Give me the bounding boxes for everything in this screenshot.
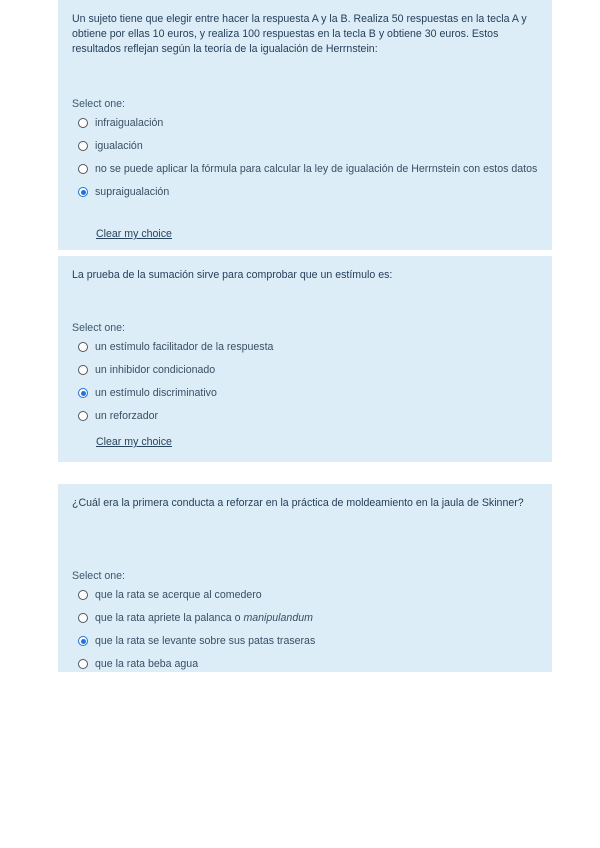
question-text: ¿Cuál era la primera conducta a reforzar en la práctica de moldeamiento en la jaula de Skinner?: [72, 497, 524, 509]
radio-button[interactable]: [78, 141, 88, 151]
radio-button[interactable]: [78, 164, 88, 174]
answer-label: un estímulo discriminativo: [95, 387, 217, 399]
answer-label: un estímulo facilitador de la respuesta: [95, 341, 274, 353]
radio-button[interactable]: [78, 613, 88, 623]
answer-list: [72, 340, 538, 432]
question-text: La prueba de la sumación sirve para comprobar que un estímulo es:: [72, 269, 393, 281]
select-one-label: Select one:: [72, 322, 126, 334]
answer-list: [72, 588, 538, 680]
answer-label: igualación: [95, 140, 143, 152]
answer-label: no se puede aplicar la fórmula para calcular la ley de igualación de Herrnstein con estos datos: [95, 163, 538, 175]
answer-label: que la rata se levante sobre sus patas traseras: [95, 635, 316, 647]
radio-button[interactable]: [78, 365, 88, 375]
question-card-1: [58, 0, 552, 250]
answer-option[interactable]: [72, 386, 538, 401]
select-one-label: Select one:: [72, 98, 126, 110]
radio-button-selected[interactable]: [78, 388, 88, 398]
answer-option[interactable]: [72, 634, 538, 649]
answer-label: que la rata beba agua: [95, 658, 199, 670]
radio-button[interactable]: [78, 342, 88, 352]
clear-choice-link[interactable]: Clear my choice: [96, 436, 172, 448]
answer-label: [95, 611, 538, 626]
question-card-2: [58, 256, 552, 462]
answer-label: infraigualación: [95, 117, 164, 129]
radio-button[interactable]: [78, 659, 88, 669]
answer-option[interactable]: [72, 588, 538, 603]
radio-button[interactable]: [78, 411, 88, 421]
radio-button-selected[interactable]: [78, 187, 88, 197]
radio-button-selected[interactable]: [78, 636, 88, 646]
answer-label: un reforzador: [95, 410, 159, 422]
question-card-3: [58, 484, 552, 672]
answer-label-text: que la rata apriete la palanca o: [95, 612, 241, 624]
answer-label: supraigualación: [95, 186, 170, 198]
answer-option[interactable]: [72, 363, 538, 378]
question-text: Un sujeto tiene que elegir entre hacer la respuesta A y la B. Realiza 50 respuestas en la tecla A y obtiene por ellas 10 euros, y realiza 100 respuestas en la tecla B y obtiene 30 euros. Estos resultados reflejan según la teoría de la igualación de Herrnstein:: [72, 13, 527, 55]
answer-label: un inhibidor condicionado: [95, 364, 216, 376]
answer-option[interactable]: [72, 611, 538, 626]
answer-option[interactable]: [72, 340, 538, 355]
answer-label-italic: manipulandum: [243, 612, 313, 624]
clear-choice-link[interactable]: Clear my choice: [96, 228, 172, 240]
answer-option[interactable]: [72, 139, 538, 154]
answer-option[interactable]: [72, 657, 538, 672]
answer-option[interactable]: [72, 162, 538, 177]
answer-list: [72, 116, 538, 208]
radio-button[interactable]: [78, 118, 88, 128]
answer-option[interactable]: [72, 116, 538, 131]
radio-button[interactable]: [78, 590, 88, 600]
answer-label: que la rata se acerque al comedero: [95, 589, 262, 601]
answer-option[interactable]: [72, 409, 538, 424]
select-one-label: Select one:: [72, 570, 126, 582]
answer-option[interactable]: [72, 185, 538, 200]
